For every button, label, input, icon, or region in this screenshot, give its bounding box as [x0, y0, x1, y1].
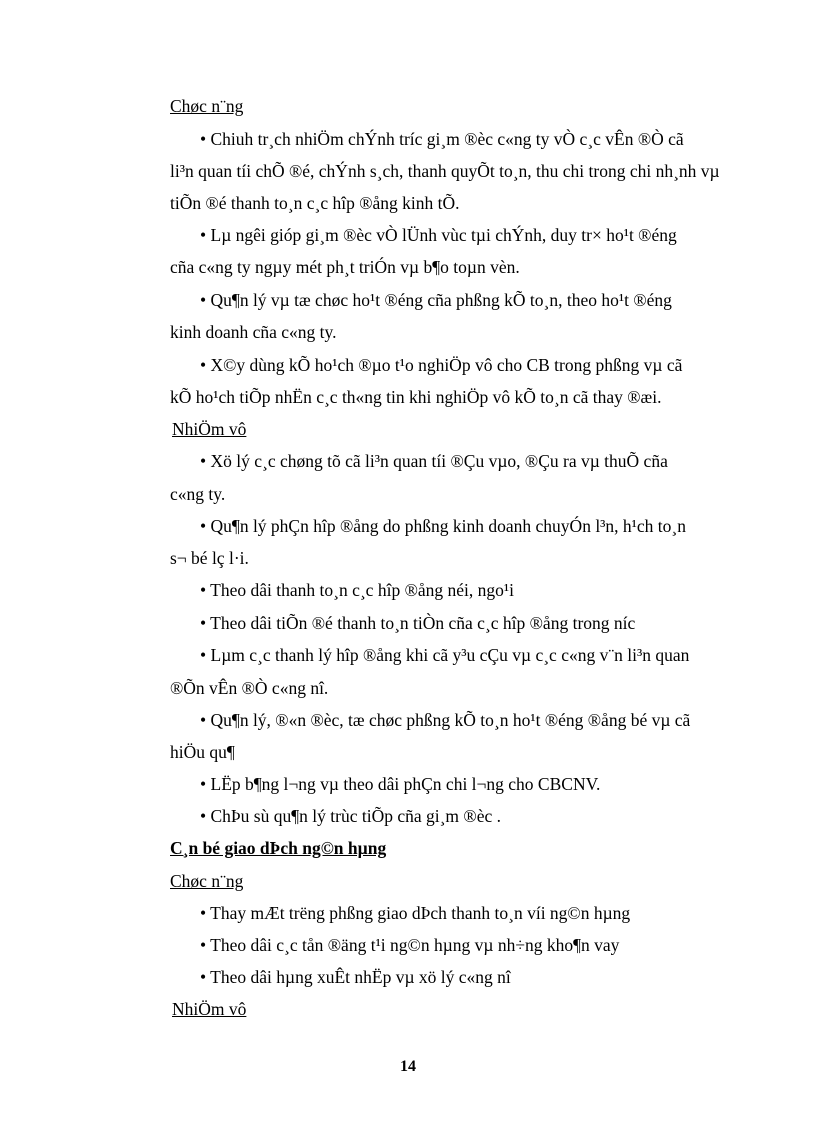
section-heading-can-bo-giao-dich: C¸n bé giao dÞch ng©n hµng	[170, 838, 387, 858]
paragraph-line: • Chiuh tr¸ch nhiÖm chÝnh tríc gi¸m ®èc c«ng ty vÒ c¸c vÊn ®Ò cã	[200, 129, 684, 149]
section-heading-nhiem-vu: NhiÖm vô	[172, 419, 247, 439]
paragraph-line: s¬ bé lç l·i.	[170, 548, 249, 568]
paragraph-line: • Xö lý c¸c chøng tõ cã li³n quan tíi ®Çu vµo, ®Çu ra vµ thuÕ cña	[200, 451, 668, 471]
paragraph-line: c«ng ty.	[170, 484, 226, 504]
paragraph-line: • Qu¶n lý vµ tæ chøc ho¹t ®éng cña phßng kÕ to¸n, theo ho¹t ®éng	[200, 290, 672, 310]
paragraph-line: kÕ ho¹ch tiÕp nhËn c¸c th«ng tin khi nghiÖp vô kÕ to¸n cã thay ®æi.	[170, 387, 662, 407]
page-number: 14	[400, 1058, 416, 1075]
paragraph-line: tiÕn ®é thanh to¸n c¸c hîp ®ång kinh tÕ.	[170, 193, 460, 213]
paragraph-line: • LËp b¶ng l¬ng vµ theo dâi phÇn chi l¬ng cho CBCNV.	[200, 774, 601, 794]
paragraph-line: • Qu¶n lý, ®«n ®èc, tæ chøc phßng kÕ to¸n ho¹t ®éng ®ång bé vµ cã	[200, 710, 691, 730]
paragraph-line: li³n quan tíi chÕ ®é, chÝnh s¸ch, thanh quyÕt to¸n, thu chi trong chi nh¸nh vµ	[170, 161, 720, 181]
section-heading-chuc-nang-2: Chøc n¨ng	[170, 871, 244, 891]
paragraph-line: • Lµ ngêi gióp gi¸m ®èc vÒ lÜnh vùc tµi chÝnh, duy tr× ho¹t ®éng	[200, 225, 677, 245]
paragraph-line: ®Õn vÊn ®Ò c«ng nî.	[170, 678, 329, 698]
paragraph-line: hiÖu qu¶	[170, 742, 235, 762]
section-heading-chuc-nang: Chøc n¨ng	[170, 96, 244, 116]
paragraph-line: cña c«ng ty ngµy mét ph¸t triÓn vµ b¶o toµn vèn.	[170, 257, 520, 277]
paragraph-line: • ChÞu sù qu¶n lý trùc tiÕp cña gi¸m ®èc .	[200, 806, 501, 826]
paragraph-line: • Thay mÆt trëng phßng giao dÞch thanh to¸n víi ng©n hµng	[200, 903, 631, 923]
paragraph-line: • Qu¶n lý phÇn hîp ®ång do phßng kinh doanh chuyÓn l³n, h¹ch to¸n	[200, 516, 687, 536]
paragraph-line: • Theo dâi thanh to¸n c¸c hîp ®ång néi, ngo¹i	[200, 580, 514, 600]
section-heading-nhiem-vu-2: NhiÖm vô	[172, 999, 247, 1019]
paragraph-line: kinh doanh cña c«ng ty.	[170, 322, 337, 342]
paragraph-line: • Theo dâi tiÕn ®é thanh to¸n tiÒn cña c¸c hîp ®ång trong níc	[200, 613, 636, 633]
paragraph-line: • Theo dâi hµng xuÊt nhËp vµ xö lý c«ng nî	[200, 967, 511, 987]
paragraph-line: • Theo dâi c¸c tån ®äng t¹i ng©n hµng vµ nh÷ng kho¶n vay	[200, 935, 620, 955]
paragraph-line: • Lµm c¸c thanh lý hîp ®ång khi cã y³u cÇu vµ c¸c c«ng v¨n li³n quan	[200, 645, 690, 665]
paragraph-line: • X©y dùng kÕ ho¹ch ®µo t¹o nghiÖp vô cho CB trong phßng vµ cã	[200, 355, 683, 375]
